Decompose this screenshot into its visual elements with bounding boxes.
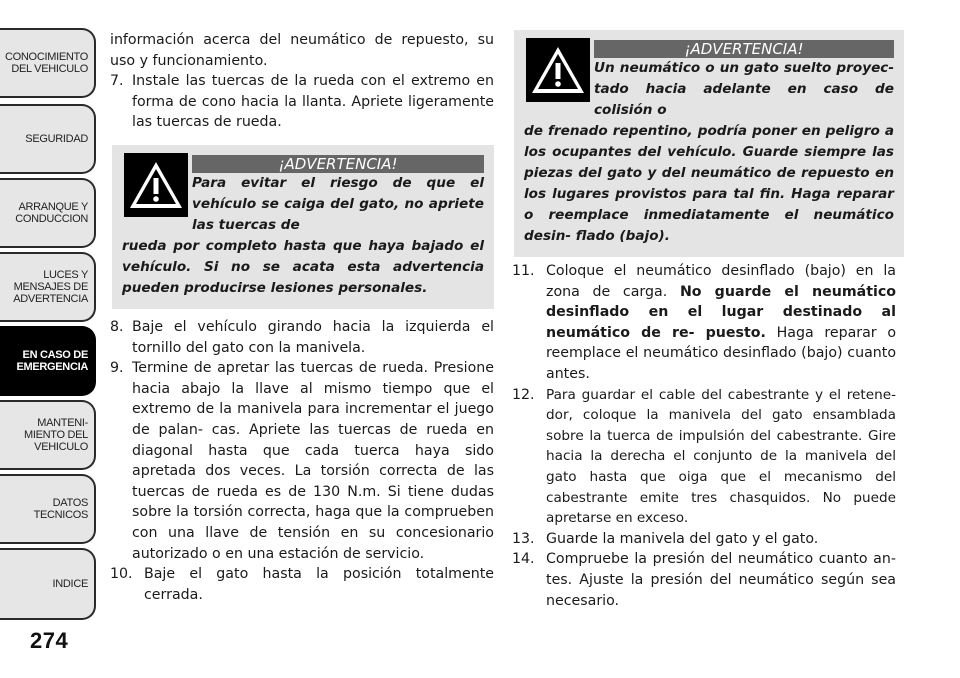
step-number: 12.	[512, 386, 535, 403]
left-column	[110, 30, 494, 605]
tab-mantenimiento-del-vehiculo[interactable]: MANTENI- MIENTO DEL VEHICULO	[0, 400, 96, 470]
tab-luces-y-mensajes[interactable]: LUCES Y MENSAJES DE ADVERTENCIA	[0, 252, 96, 322]
step-text: Para guardar el cable del cabestrante y el retene- dor, coloque la manivela del gato ensamblada sobre la tuerca de impulsión del cabestrante. Gire hacia la derecha el conjunto de la manivela del gato hasta que oiga que el mecanismo del cabestrante emite tres chasquidos. No puede apretarse en exceso.	[546, 386, 896, 527]
step-number: 14.	[512, 551, 535, 568]
step-text: Termine de apretar las tuercas de rueda. Presione hacia abajo la llave al mismo tiempo que el extremo de la manivela para incrementar el juego de palan- cas. Apriete las tuercas de rueda en diagonal hasta que cada tuerca haya sido apretada dos veces. La torsión correcta de las tuercas de rueda es de 130 N.m. Si tiene dudas sobre la torsión correcta, haga que la comprueben con una llave de tensión en su concesionario autorizado o en una estación de servicio.	[132, 360, 494, 562]
warning-title: ¡ADVERTENCIA!	[192, 155, 484, 173]
tab-arranque-y-conduccion[interactable]: ARRANQUE Y CONDUCCION	[0, 178, 96, 248]
warning-triangle-icon	[124, 153, 188, 217]
step-13	[512, 529, 896, 550]
warning-text: rueda por completo hasta que haya bajado el vehículo. Si no se acata esta advertencia pueden producirse lesiones personales.	[122, 237, 484, 296]
step-number: 13.	[512, 530, 535, 547]
step-11	[512, 261, 896, 385]
step-text: Baje el vehículo girando hacia la izquierda el tornillo del gato con la manivela.	[132, 318, 494, 356]
warning-text-start: Para evitar el riesgo de que el vehículo se caiga del gato, no apriete las tuercas de	[192, 174, 484, 233]
warning-triangle-icon	[526, 38, 590, 102]
step-number: 7.	[110, 73, 124, 90]
step-text	[546, 261, 896, 385]
tab-indice[interactable]: INDICE	[0, 548, 96, 620]
step-text-a: Coloque el neumático desinflado (bajo) en la zona de carga.	[546, 263, 896, 300]
step-7	[110, 71, 494, 133]
warning-box	[112, 145, 494, 309]
warning-text: de frenado repentino, podría poner en peligro a los ocupantes del vehículo. Guarde siempre las piezas del gato y del neumático de repuesto en los lugares provistos para tal fin. Haga reparar o reemplace inmediatamente el neumático desin- flado (bajo).	[524, 123, 894, 244]
tab-en-caso-de-emergencia[interactable]: EN CASO DE EMERGENCIA	[0, 326, 96, 396]
tab-seguridad[interactable]: SEGURIDAD	[0, 104, 96, 174]
step-text-bold: No guarde el neumático desinflado en el lugar destinado al neumático de re- puesto.	[546, 283, 897, 341]
right-column	[512, 30, 896, 611]
step-8	[110, 317, 494, 358]
step-text: Baje el gato hasta la posición totalmente cerrada.	[144, 566, 494, 603]
warning-title: ¡ADVERTENCIA!	[594, 40, 894, 58]
page-number: 274	[30, 628, 69, 653]
step-text-b: Haga reparar o reemplace el neumático desinflado (bajo) cuanto antes.	[546, 324, 897, 382]
step-number: 9.	[110, 360, 124, 377]
step-number: 8.	[110, 318, 124, 335]
intro-paragraph: información acerca del neumático de repuesto, su uso y funcionamiento.	[110, 32, 494, 69]
step-12	[512, 385, 896, 529]
step-9	[110, 358, 494, 564]
step-14	[512, 549, 896, 611]
tab-conocimiento-del-vehiculo[interactable]: CONOCIMIENTO DEL VEHICULO	[0, 28, 96, 98]
step-number: 10.	[110, 566, 133, 583]
step-text: Compruebe la presión del neumático cuanto an- tes. Ajuste la presión del neumático según sea necesario.	[546, 551, 896, 609]
step-text: Guarde la manivela del gato y el gato.	[546, 530, 819, 547]
warning-box	[514, 30, 904, 257]
step-number: 11.	[512, 263, 535, 279]
warning-text-start: Un neumático o un gato suelto proyec- tado hacia adelante en caso de colisión o	[594, 60, 894, 118]
step-10	[110, 564, 494, 605]
tab-datos-tecnicos[interactable]: DATOS TECNICOS	[0, 474, 96, 544]
step-text: Instale las tuercas de la rueda con el extremo en forma de cono hacia la llanta. Apriete ligeramente las tuercas de rueda.	[132, 73, 494, 131]
